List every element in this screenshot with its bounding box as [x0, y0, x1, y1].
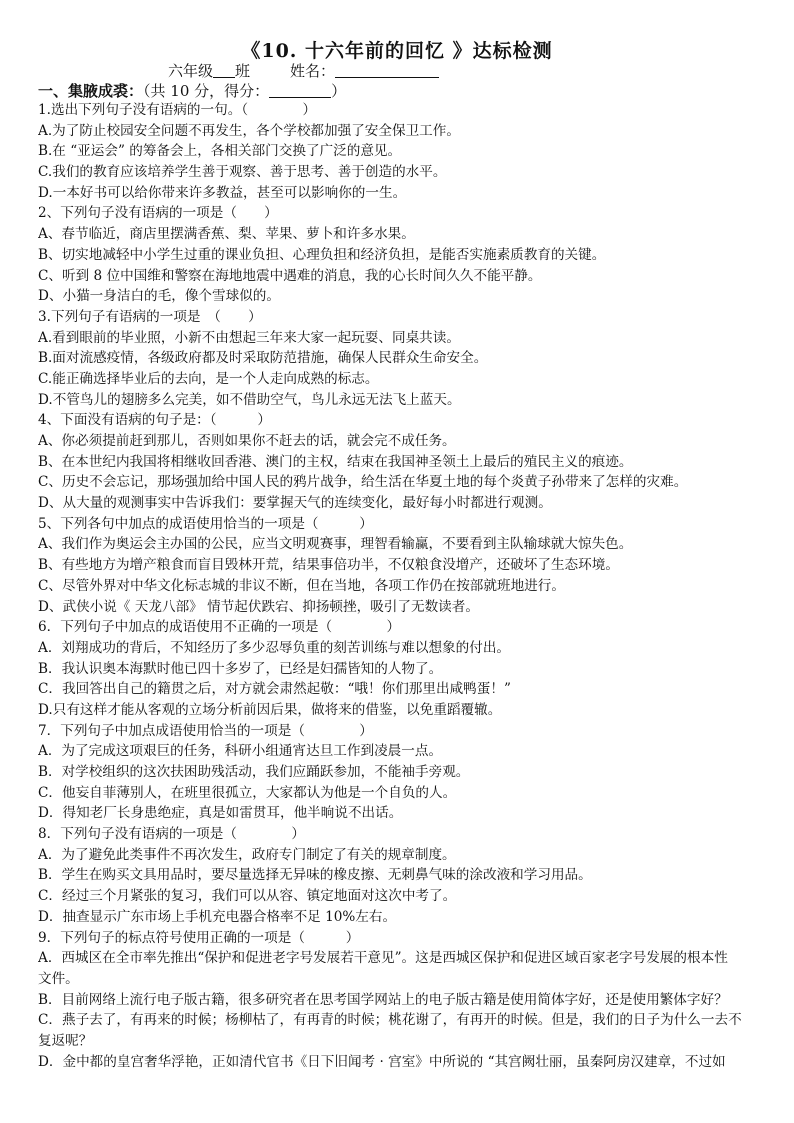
section-title: 一、集腋成裘： — [38, 82, 144, 100]
question-option: C、听到 8 位中国维和警察在海地地震中遇难的消息，我的心长时间久久不能平静。 — [38, 267, 542, 284]
question-option: D、小猫一身洁白的毛，像个雪球似的。 — [38, 288, 280, 305]
student-info-line — [168, 60, 439, 81]
question-option: C．燕子去了，有再来的时候；杨柳枯了，有再青的时候；桃花谢了，有再开的时候。但是，我们的日子为什么一去不 — [38, 1012, 742, 1029]
question-option: A、我们作为奥运会主办国的公民，应当文明观赛事，理智看输赢，不要看到主队输球就大惊失色。 — [38, 536, 633, 553]
question-option: C.能正确选择毕业后的去向，是一个人走向成熟的标志。 — [38, 370, 379, 387]
question-option: B、在本世纪内我国将相继收回香港、澳门的主权，结束在我国神圣领土上最后的殖民主义的痕迹。 — [38, 453, 633, 470]
question-option: D.不管鸟儿的翅膀多么完美，如不借助空气，鸟儿永远无法飞上蓝天。 — [38, 391, 461, 408]
page-title: 《10. 十六年前的回忆 》达标检测 — [241, 40, 553, 62]
question-option: A．为了避免此类事件不再次发生，政府专门制定了有关的规章制度。 — [38, 846, 456, 863]
question-option: B.在 “亚运会” 的筹备会上，各相关部门交换了广泛的意见。 — [38, 143, 402, 160]
question-option: D．抽查显示广东市场上手机充电器合格率不足 10%左右。 — [38, 908, 397, 925]
name-label: 姓名： — [290, 62, 336, 80]
question-stem: 5、下列各句中加点的成语使用恰当的一项是（ ） — [38, 515, 373, 532]
question-option: B.面对流感疫情，各级政府都及时采取防范措施，确保人民群众生命安全。 — [38, 350, 488, 367]
question-option: A．刘翔成功的背后，不知经历了多少忍辱负重的刻苦训练与难以想象的付出。 — [38, 639, 511, 656]
score-blank[interactable] — [269, 83, 331, 98]
question-option: D、武侠小说《 天龙八部》 情节起伏跌宕、抑扬顿挫，吸引了无数读者。 — [38, 598, 479, 615]
question-option: A.看到眼前的毕业照，小新不由想起三年来大家一起玩耍、同桌共读。 — [38, 329, 460, 346]
question-option: A．为了完成这项艰巨的任务，科研小组通宵达旦工作到凌晨一点。 — [38, 743, 443, 760]
question-stem: 6．下列句子中加点的成语使用不正确的一项是（ ） — [38, 619, 401, 636]
question-option: C．经过三个月紧张的复习，我们可以从容、镇定地面对这次中考了。 — [38, 888, 457, 905]
question-stem: 8．下列句子没有语病的一项是（ ） — [38, 826, 305, 843]
question-stem: 4、下面没有语病的句子是：（ ） — [38, 412, 271, 429]
question-stem: 1.选出下列句子没有语病的一句。（ ） — [38, 102, 317, 118]
question-stem: 3.下列句子有语病的一项是 （ ） — [38, 308, 262, 325]
question-option: B、有些地方为增产粮食而盲目毁林开荒，结果事倍功半，不仅粮食没增产，还破坏了生态环境。 — [38, 557, 619, 574]
question-option: B．我认识奥本海默时他已四十多岁了，已经是妇孺皆知的人物了。 — [38, 660, 443, 677]
class-label: 班 — [235, 62, 251, 80]
name-blank[interactable] — [335, 63, 439, 78]
question-option: D.只有这样才能从客观的立场分析前因后果，做将来的借鉴，以免重蹈覆辙。 — [38, 701, 502, 718]
question-option: D．金中都的皇宫奢华浮艳，正如清代官书《日下旧闻考 · 宫室》中所说的 “其宫阙壮丽，虽秦阿房汉建章，不过如 — [38, 1053, 726, 1070]
question-option: A、你必须提前赶到那儿，否则如果你不赶去的话，就会完不成任务。 — [38, 433, 456, 449]
question-option: B．对学校组织的这次扶困助残活动，我们应踊跃参加，不能袖手旁观。 — [38, 764, 470, 780]
question-option: C．他妄自菲薄别人，在班里很孤立，大家都认为他是一个自负的人。 — [38, 784, 457, 801]
question-stem: 7．下列句子中加点成语使用恰当的一项是（ ） — [38, 722, 373, 739]
question-option: C．我回答出自己的籍贯之后，对方就会肃然起敬：“哦！你们那里出咸鸭蛋！” — [38, 681, 511, 698]
question-stem: 2、下列句子没有语病的一项是（ ） — [38, 205, 278, 222]
question-option: A．西城区在全市率先推出“保护和促进老字号发展若干意见”。这是西城区保护和促进区域百家老字号发展的根本性 — [38, 950, 728, 967]
question-option: B．目前网络上流行电子版古籍，很多研究者在思考国学网站上的电子版古籍是使用简体字好，还是使用繁体字好？ — [38, 991, 728, 1008]
class-blank[interactable] — [213, 63, 235, 78]
grade-label: 六年级 — [168, 62, 214, 80]
section-heading — [38, 80, 346, 101]
question-option: 文件。 — [38, 970, 79, 987]
question-option: D、从大量的观测事实中告诉我们：要掌握天气的连续变化，最好每小时都进行观测。 — [38, 495, 552, 512]
question-option: B．学生在购买文具用品时，要尽量选择无异味的橡皮擦、无刺鼻气味的涂改液和学习用品。 — [38, 867, 592, 884]
question-option: A.为了防止校园安全问题不再发生，各个学校都加强了安全保卫工作。 — [38, 122, 460, 139]
score-close: ） — [331, 82, 347, 100]
question-option: C、历史不会忘记，那场强加给中国人民的鸦片战争，给生活在华夏土地的每个炎黄子孙带来了怎样的灾难。 — [38, 474, 688, 491]
score-note: （共 10 分，得分： — [143, 82, 270, 100]
question-option: D.一本好书可以给你带来许多教益，甚至可以影响你的一生。 — [38, 184, 407, 201]
question-option: 复返呢？ — [38, 1032, 93, 1049]
question-option: C.我们的教育应该培养学生善于观察、善于思考、善于创造的水平。 — [38, 164, 447, 181]
question-list — [38, 100, 760, 1072]
question-option: C、尽管外界对中华文化标志城的非议不断，但在当地，各项工作仍在按部就班地进行。 — [38, 577, 565, 594]
question-option: D．得知老厂长身患绝症，真是如雷贯耳，他半晌说不出话。 — [38, 805, 403, 822]
question-stem: 9．下列句子的标点符号使用正确的一项是（ ） — [38, 929, 360, 946]
question-option: B、切实地减轻中小学生过重的课业负担、心理负担和经济负担，是能否实施素质教育的关键。 — [38, 246, 606, 263]
question-option: A、春节临近，商店里摆满香蕉、梨、苹果、萝卜和许多水果。 — [38, 226, 415, 243]
